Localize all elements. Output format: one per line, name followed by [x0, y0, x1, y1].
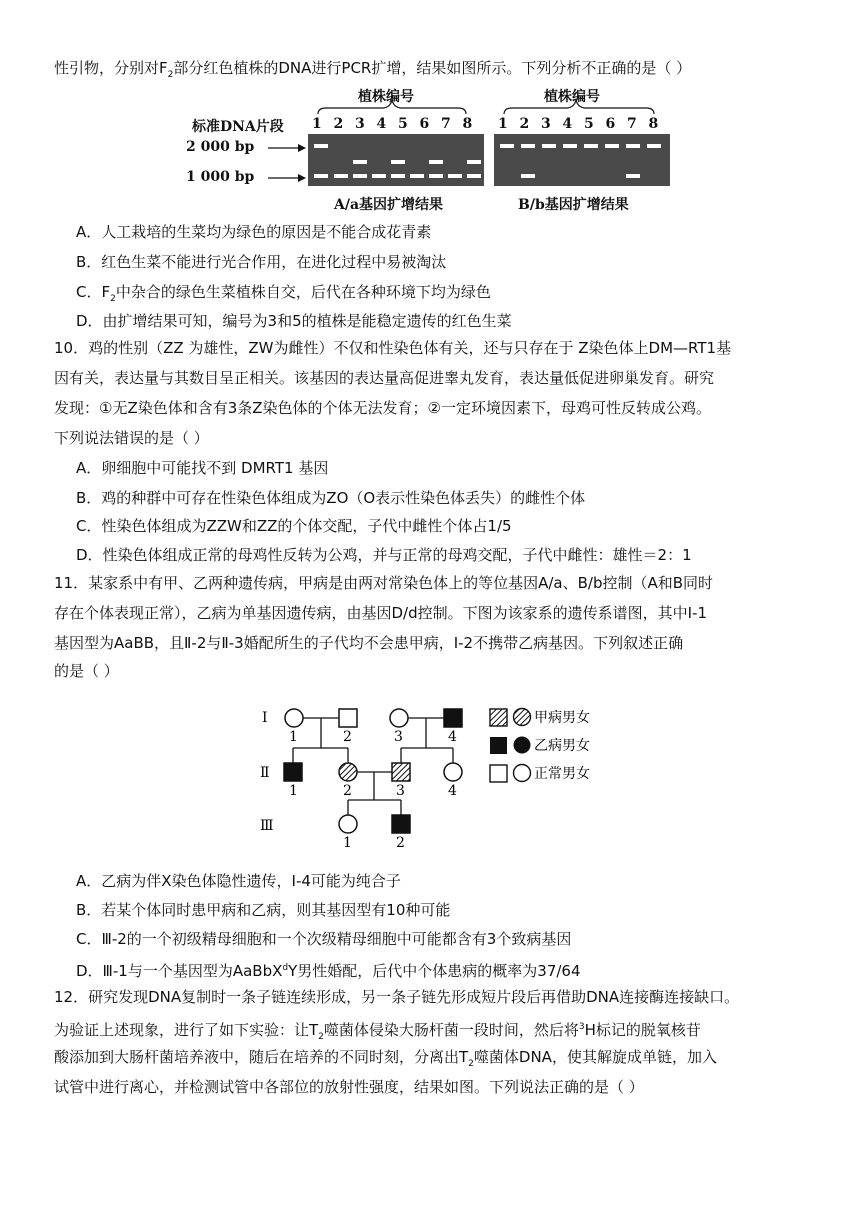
q11-line-2: 存在个体表现正常），乙病为单基因遗传病，由基因D/d控制。下图为该家系的遗传系谱图，其中Ⅰ-1 [54, 604, 708, 622]
caption-b: B/b基因扩增结果 [518, 197, 629, 213]
gel-a-lane-8-upper-band [467, 160, 481, 164]
q11-line-1: 11．某家系中有甲、乙两种遗传病，甲病是由两对常染色体上的等位基因A/a、B/b控制（A和B同时 [54, 574, 714, 592]
caption-a: A/a基因扩增结果 [334, 197, 444, 213]
num-II2: 2 [343, 783, 352, 799]
num-II4: 4 [448, 783, 457, 799]
gel-a-lane-7-lower-band [448, 174, 462, 178]
marker-1000-label: 1 000 bp [186, 169, 255, 185]
q11-option-b: B．若某个体同时患甲病和乙病，则其基因型有10种可能 [76, 901, 451, 919]
num-I3: 3 [394, 729, 403, 745]
pcr-gel-figure [186, 84, 676, 214]
standard-dna-label: 标准DNA片段 [192, 119, 284, 135]
q12-line-2: 为验证上述现象，进行了如下实验：让$T_2$噬菌体侵染大肠杆菌一段时间，然后将$^3$H标记的脱氧核苷 [54, 1021, 701, 1042]
gel-b-lane-2-lower-band [521, 174, 535, 178]
gel-b-lane-3-upper-band [542, 144, 556, 148]
num-I1: 1 [289, 729, 298, 745]
gel-a-lane-6-lower-band [429, 174, 443, 178]
individual-II1-male-disease-b [284, 763, 302, 781]
q12-line-4: 试管中进行离心，并检测试管中各部位的放射性强度，结果如图。下列说法正确的是（ ） [54, 1078, 644, 1096]
gel-a-lane-4-lower-band [391, 174, 405, 178]
gel-a-lane-6-upper-band [429, 160, 443, 164]
gel-a-lane-4-upper-band [391, 160, 405, 164]
q10-option-c: C．性染色体组成为ZZW和ZZ的个体交配，子代中雌性个体占1/5 [76, 517, 512, 535]
gel-a-lane-7: 7 [441, 116, 451, 132]
legend-disease-a: 甲病男女 [534, 710, 590, 726]
gel-b-lane-8: 8 [648, 116, 659, 132]
q11-option-c: C．Ⅲ-2的一个初级精母细胞和一个次级精母细胞中可能都含有3个致病基因 [76, 930, 572, 948]
gel-a-marker-1000-band [314, 174, 328, 178]
gel-a [308, 134, 484, 186]
gel-a-lane-2-lower-band [353, 174, 367, 178]
marker-2000-label: 2 000 bp [186, 139, 255, 155]
legend-hatch-circle [514, 709, 531, 726]
gel-a-lane-3-lower-band [372, 174, 386, 178]
gel-a-lane-5-lower-band [410, 174, 424, 178]
q9-intro: 性引物，分别对$F_2$部分红色植株的DNA进行PCR扩增，结果如图所示。下列分析不正确的是（ ） [54, 59, 692, 80]
legend-open-square [490, 765, 507, 782]
gel-b-lane-7-upper-band [626, 144, 640, 148]
individual-II4-female [444, 763, 462, 781]
legend-disease-b: 乙病男女 [534, 738, 590, 754]
gel-b-lane-8-upper-band [647, 144, 661, 148]
num-III1: 1 [343, 835, 352, 850]
legend-hatch-square [490, 709, 507, 726]
individual-I2-male [339, 709, 357, 727]
gel-b-lane-2: 2 [519, 116, 530, 132]
plant-no-label-a: 植株编号 [358, 89, 414, 105]
q10-line-3: 发现：①无Z染色体和含有3条Z染色体的个体无法发育；②一定环境因素下，母鸡可性反转成公鸡。 [54, 399, 711, 417]
q10-line-2: 因有关，表达量与其数目呈正相关。该基因的表达量高促进睾丸发育，表达量低促进卵巢发育。研究 [54, 369, 715, 387]
individual-II2-female-disease-a [339, 763, 357, 781]
gel-a-lane-1: 1 [312, 116, 322, 132]
gel-a-lane-3: 3 [355, 116, 365, 132]
gel-b-lane-2-upper-band [521, 144, 535, 148]
individual-III2-male-disease-b [392, 815, 410, 833]
gel-b-lane-5-upper-band [584, 144, 598, 148]
q10-option-a: A．卵细胞中可能找不到 DMRT1 基因 [76, 459, 329, 477]
num-II3: 3 [396, 783, 405, 799]
gel-b-lane-3: 3 [541, 116, 551, 132]
gel-a-lane-8-lower-band [467, 174, 481, 178]
gel-a-lane-4: 4 [376, 116, 387, 132]
legend-open-circle [514, 765, 531, 782]
gel-a-lane-2-upper-band [353, 160, 367, 164]
gel-b-lane-7: 7 [627, 116, 637, 132]
gel-a-lane-5: 5 [398, 116, 408, 132]
q9-option-a: A．人工栽培的生菜均为绿色的原因是不能合成花青素 [76, 223, 432, 241]
q9-option-d: D．由扩增结果可知，编号为3和5的植株是能稳定遗传的红色生菜 [76, 312, 512, 330]
q9-option-b: B．红色生菜不能进行光合作用，在进化过程中易被淘汰 [76, 253, 447, 271]
num-II1: 1 [289, 783, 298, 799]
individual-II3-male-disease-a [392, 763, 410, 781]
gel-a-lane-6: 6 [419, 116, 430, 132]
gel-b-lane-6: 6 [605, 116, 616, 132]
gel-a-lane-2: 2 [333, 116, 344, 132]
marker-arrows [268, 136, 308, 196]
gel-a-lane-8: 8 [462, 116, 473, 132]
q12-line-3: 酸添加到大肠杆菌培养液中，随后在培养的不同时刻，分离出$T_2$噬菌体DNA，使其解旋成单链，加入 [54, 1048, 717, 1069]
gel-b-lane-4: 4 [562, 116, 573, 132]
pedigree-chart [256, 700, 626, 850]
q10-line-1: 10．鸡的性别（ZZ 为雄性，ZW为雌性）不仅和性染色体有关，还与只存在于 Z染色体上DM—RT1基 [54, 339, 732, 357]
gel-a-lane-1-lower-band [334, 174, 348, 178]
q11-option-d: D．Ⅲ-1与一个基因型为AaBbX$^d$Y男性婚配，后代中个体患病的概率为37/64 [76, 962, 581, 980]
gel-b-lane-6-upper-band [605, 144, 619, 148]
gen-label-3: Ⅲ [260, 818, 274, 834]
q11-option-a: A．乙病为伴X染色体隐性遗传，Ⅰ-4可能为纯合子 [76, 872, 401, 890]
gel-b-lane-1-upper-band [500, 144, 514, 148]
q11-line-4: 的是（ ） [54, 662, 119, 680]
gel-b-lane-5: 5 [584, 116, 594, 132]
gel-b [494, 134, 670, 186]
individual-I1-female [285, 709, 303, 727]
num-I2: 2 [343, 729, 352, 745]
gel-b-lane-7-lower-band [626, 174, 640, 178]
q9-option-c: C．$F_2$中杂合的绿色生菜植株自交，后代在各种环境下均为绿色 [76, 283, 491, 304]
legend-solid-square [490, 737, 507, 754]
legend-solid-circle [514, 737, 531, 754]
individual-III1-female [339, 815, 357, 833]
plant-no-label-b: 植株编号 [544, 89, 600, 105]
individual-I4-male-disease-b [444, 709, 462, 727]
gel-a-marker-2000-band [314, 144, 328, 148]
num-III2: 2 [396, 835, 405, 850]
individual-I3-female [390, 709, 408, 727]
q12-line-1: 12．研究发现DNA复制时一条子链连续形成，另一条子链先形成短片段后再借助DNA连接酶连接缺口。 [54, 988, 740, 1006]
num-I4: 4 [448, 729, 457, 745]
q10-line-4: 下列说法错误的是（ ） [54, 429, 209, 447]
gel-b-lane-4-upper-band [563, 144, 577, 148]
gen-label-1: Ⅰ [262, 710, 268, 726]
q11-line-3: 基因型为AaBB，且Ⅱ-2与Ⅱ-3婚配所生的子代均不会患甲病，Ⅰ-2不携带乙病基因。下列叙述正确 [54, 634, 684, 652]
gen-label-2: Ⅱ [260, 765, 270, 781]
q10-option-d: D．性染色体组成正常的母鸡性反转为公鸡，并与正常的母鸡交配，子代中雌性：雄性＝2：1 [76, 546, 692, 564]
gel-b-lane-1: 1 [498, 116, 508, 132]
legend-normal: 正常男女 [534, 766, 590, 782]
q10-option-b: B．鸡的种群中可存在性染色体组成为ZO（O表示性染色体丢失）的雌性个体 [76, 489, 586, 507]
